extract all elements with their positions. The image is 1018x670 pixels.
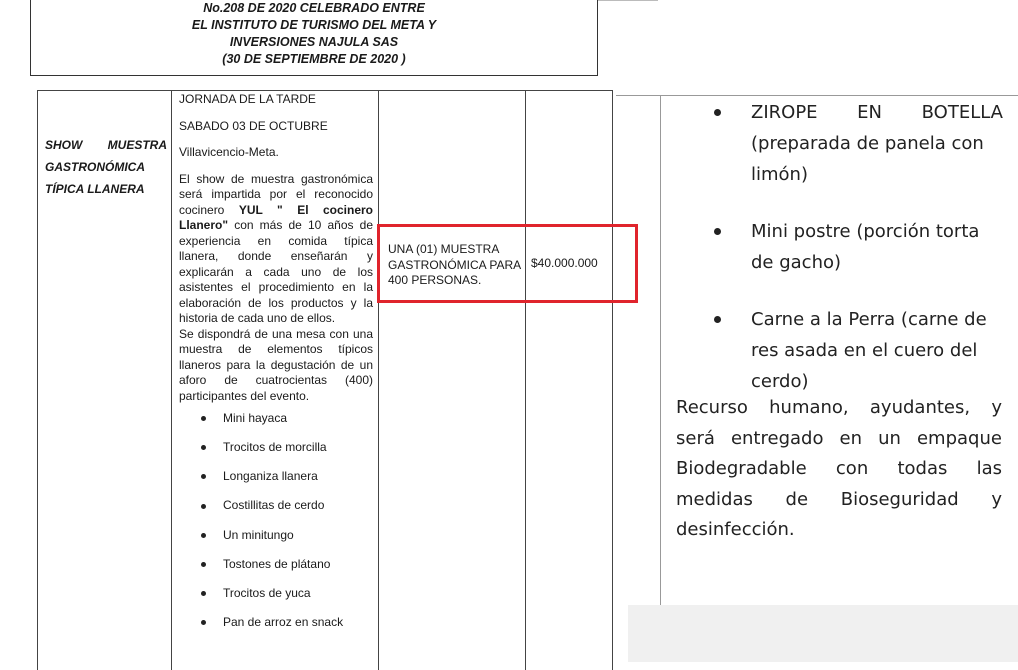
bullet-icon [714,316,721,323]
list-item: Mini hayaca [201,404,373,433]
list-item: Mini postre (porción torta de gacho) [701,216,1003,278]
table-divider-1 [171,90,172,670]
tasting-paragraph: Se dispondrá de una mesa con una muestra de elementos típicos llaneros para la degustación de un aforo de cuatrocientas (400) participantes del evento. [179,326,373,403]
quantity-cell: UNA (01) MUESTRA GASTRONÓMICA PARA 400 PERSONAS. [388,242,521,287]
bullet-icon [201,620,206,625]
right-page [660,95,1018,605]
header-line-4: (30 DE SEPTIEMBRE DE 2020 ) [222,52,406,66]
list-item: Trocitos de morcilla [201,433,373,462]
bullet-icon [201,533,206,538]
description-paragraph: El show de muestra gastronómica será impartida por el reconocido cocinero YUL " El cocinero Llanero" con más de 10 años de experiencia en comida típica llanera, donde enseñarán y explicarán a cada uno de los asistentes el procedimiento en la elaboración de los productos y la historia de cada uno de ellos. [179,171,373,325]
right-page-top-border [616,95,1018,96]
bullet-icon [714,109,721,116]
schedule-text: JORNADA DE LA TARDE [179,92,316,106]
list-item: Carne a la Perra (carne de res asada en el cuero del cerdo) [701,304,1003,397]
menu-list [701,97,1003,423]
bullet-icon [201,416,206,421]
chef-name: YUL " El cocinero Llanero" [179,202,373,232]
page-edge [598,0,658,4]
place-text: Villavicencio-Meta. [179,145,279,159]
header-line-2: EL INSTITUTO DE TURISMO DEL META Y [191,18,437,32]
table-divider-2 [378,90,379,670]
table-divider-3 [525,90,526,670]
bullet-icon [201,562,206,567]
bullet-icon [714,228,721,235]
resources-paragraph: Recurso humano, ayudantes, y será entregado en un empaque Biodegradable con todas las medidas de Bioseguridad y desinfección. [676,397,1002,540]
price-cell: $40.000.000 [531,256,598,270]
date-text: SABADO 03 DE OCTUBRE [179,118,328,133]
item-name-line-3: TÍPICA LLANERA [45,182,145,196]
table-border-left [37,90,38,670]
bullet-icon [201,591,206,596]
table-top-border [37,90,613,91]
header-line-3: INVERSIONES NAJULA SAS [229,35,399,49]
list-item: Costillitas de cerdo [201,492,373,521]
bullet-icon [201,504,206,509]
list-item: ZIROPE EN BOTELLA (preparada de panela con limón) [701,97,1003,190]
table-border-right [612,90,613,670]
header-line-1: No.208 DE 2020 CELEBRADO ENTRE [203,1,425,15]
item-name-word-1: SHOW [45,138,83,152]
item-name-cell [45,134,167,200]
item-name-word-2: MUESTRA [107,138,167,152]
list-item: Un minitungo [201,521,373,550]
food-list [179,404,373,638]
highlight-box [377,224,638,303]
contract-header [30,0,598,76]
bullet-icon [201,474,206,479]
bullet-icon [201,445,206,450]
list-item: Longaniza llanera [201,462,373,491]
list-item: Tostones de plátano [201,550,373,579]
services-table [37,90,613,670]
list-item: Pan de arroz en snack [201,608,373,637]
item-name-line-2: GASTRONÓMICA [45,160,145,174]
list-item: Trocitos de yuca [201,579,373,608]
description-cell [179,92,373,638]
scan-background [628,605,1018,662]
